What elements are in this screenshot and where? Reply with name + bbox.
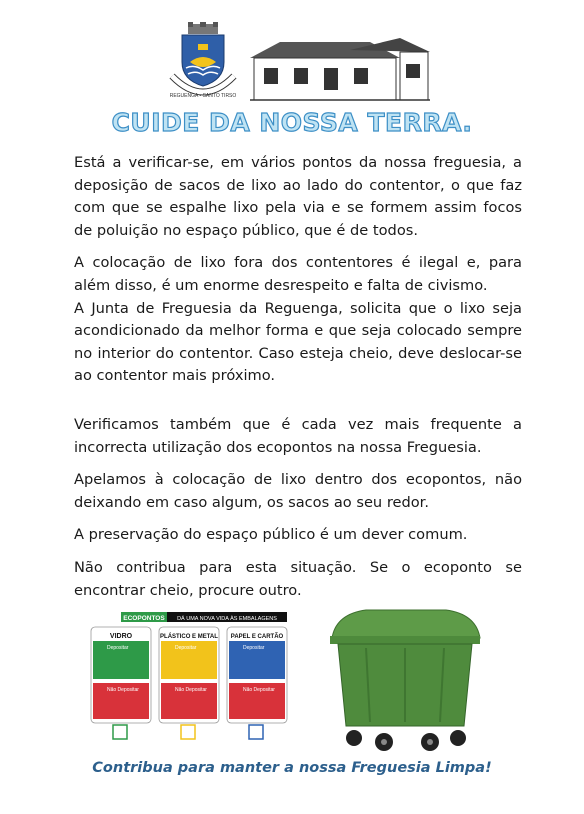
ecoponto-plastico-label: PLÁSTICO E METAL xyxy=(160,634,218,640)
no-deposit-label: Não Depositar xyxy=(243,687,275,693)
paragraph: A Junta de Freguesia da Reguenga, solicita que o lixo seja acondicionado da melhor forma e que seja colocado sempre no interior do contentor. Caso esteja cheio, deve deslocar-se ao contentor mais próximo. xyxy=(74,299,522,385)
ecopontos-poster xyxy=(89,611,289,743)
crest-banner-text: REGUENGA • SANTO TIRSO xyxy=(169,93,237,99)
paragraph: A preservação do espaço público é um dever comum. xyxy=(74,526,468,544)
paragraph: Não contribua para esta situação. Se o ecoponto se encontrar cheio, procure outro. xyxy=(74,558,522,599)
ecopontos-header-left: ECOPONTOS xyxy=(123,615,165,622)
notice-body xyxy=(74,152,522,612)
deposit-label: Depositar xyxy=(107,645,129,651)
ecoponto-papel-label: PAPEL E CARTÃO xyxy=(230,634,284,640)
deposit-label: Depositar xyxy=(243,645,265,651)
page-title: CUIDE DA NOSSA TERRA. xyxy=(111,108,473,137)
paragraph: Apelamos à colocação de lixo dentro dos ecopontos, não deixando em caso algum, os sacos ao seu redor. xyxy=(74,471,522,511)
paragraph: A colocação de lixo fora dos contentores é ilegal e, para além disso, é um enorme desrespeito e falta de civismo. xyxy=(74,254,522,294)
paragraph: Está a verificar-se, em vários pontos da nossa freguesia, a deposição de sacos de lixo ao lado do contentor, o que faz com que se espalhe lixo pela via e se formem assim focos de poluição no espaço público, que é de todos. xyxy=(74,154,522,239)
ecopontos-header-right: DÁ UMA NOVA VIDA ÀS EMBALAGENS xyxy=(177,616,277,622)
header-illustrations xyxy=(168,18,430,102)
no-deposit-label: Não Depositar xyxy=(107,687,139,693)
green-waste-container-image xyxy=(326,608,484,754)
ecoponto-vidro-label: VIDRO xyxy=(109,633,133,640)
parish-house-drawing xyxy=(250,38,430,102)
parish-crest-icon xyxy=(168,22,238,100)
no-deposit-label: Não Depositar xyxy=(175,687,207,693)
paragraph: Verificamos também que é cada vez mais frequente a incorrecta utilização dos ecopontos na nossa Freguesia. xyxy=(74,415,522,456)
footer-slogan: Contribua para manter a nossa Freguesia Limpa! xyxy=(92,760,492,776)
deposit-label: Depositar xyxy=(175,645,197,651)
